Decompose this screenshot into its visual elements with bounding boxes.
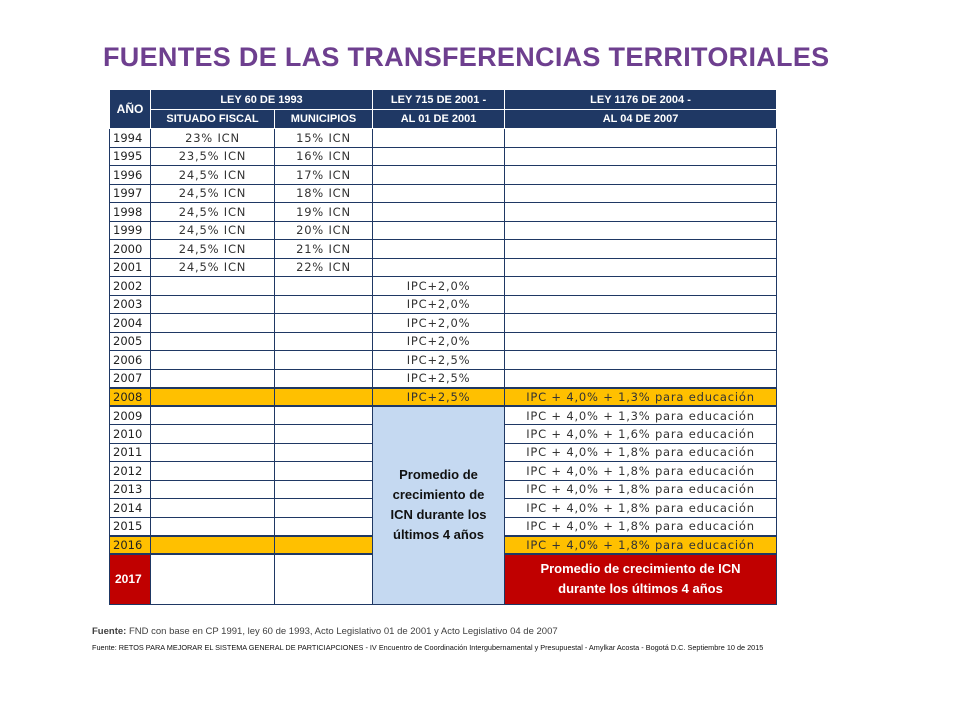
empty-cell <box>505 221 777 240</box>
empty-cell <box>151 517 275 536</box>
year-cell: 2013 <box>110 480 151 499</box>
empty-cell <box>373 184 505 203</box>
table-row <box>110 129 777 148</box>
empty-cell <box>275 499 373 518</box>
table-row <box>110 184 777 203</box>
empty-cell <box>151 462 275 481</box>
empty-cell <box>151 388 275 407</box>
header-ley715-line1: LEY 715 DE 2001 - <box>373 90 505 110</box>
header-ley60: LEY 60 DE 1993 <box>151 90 373 110</box>
year-cell: 2011 <box>110 443 151 462</box>
empty-cell <box>505 332 777 351</box>
empty-cell <box>151 332 275 351</box>
year-cell: 2000 <box>110 240 151 259</box>
empty-cell <box>151 277 275 296</box>
transfers-table <box>109 89 777 605</box>
ley1176-red-text: Promedio de crecimiento de ICN durante los últimos 4 años <box>540 561 741 597</box>
ley1176-cell: IPC + 4,0% + 1,8% para educación <box>505 517 777 536</box>
empty-cell <box>505 166 777 185</box>
empty-cell <box>373 129 505 148</box>
ley1176-cell: IPC + 4,0% + 1,3% para educación <box>505 388 777 407</box>
empty-cell <box>505 240 777 259</box>
ley1176-cell: IPC + 4,0% + 1,8% para educación <box>505 480 777 499</box>
year-cell: 1997 <box>110 184 151 203</box>
table-row <box>110 203 777 222</box>
header-ley1176-line1: LEY 1176 DE 2004 - <box>505 90 777 110</box>
empty-cell <box>275 406 373 425</box>
situado-cell: 24,5% ICN <box>151 240 275 259</box>
empty-cell <box>275 536 373 555</box>
empty-cell <box>151 443 275 462</box>
year-cell: 2006 <box>110 351 151 370</box>
ley715-cell: IPC+2,0% <box>373 277 505 296</box>
year-cell: 2017 <box>110 554 151 604</box>
municipios-cell: 18% ICN <box>275 184 373 203</box>
empty-cell <box>151 295 275 314</box>
table-row <box>110 314 777 333</box>
empty-cell <box>373 240 505 259</box>
table-row <box>110 277 777 296</box>
municipios-cell: 16% ICN <box>275 147 373 166</box>
table-row <box>110 147 777 166</box>
empty-cell <box>373 203 505 222</box>
situado-cell: 24,5% ICN <box>151 184 275 203</box>
municipios-cell: 20% ICN <box>275 221 373 240</box>
empty-cell <box>275 369 373 388</box>
year-cell: 2007 <box>110 369 151 388</box>
ley1176-red-cell <box>505 554 777 604</box>
table-row <box>110 240 777 259</box>
empty-cell <box>275 388 373 407</box>
year-cell: 2002 <box>110 277 151 296</box>
empty-cell <box>151 351 275 370</box>
year-cell: 1996 <box>110 166 151 185</box>
year-cell: 2004 <box>110 314 151 333</box>
year-cell: 2015 <box>110 517 151 536</box>
header-ley715-line2: AL 01 DE 2001 <box>373 110 505 129</box>
empty-cell <box>373 147 505 166</box>
source-text: FND con base en CP 1991, ley 60 de 1993, Acto Legislativo 01 de 2001 y Acto Legislativo 04 de 2007 <box>128 626 558 637</box>
table-row-highlight <box>110 388 777 407</box>
empty-cell <box>505 129 777 148</box>
table-row <box>110 221 777 240</box>
empty-cell <box>505 184 777 203</box>
header-municipios: MUNICIPIOS <box>275 110 373 129</box>
table-row <box>110 166 777 185</box>
empty-cell <box>275 462 373 481</box>
empty-cell <box>151 406 275 425</box>
empty-cell <box>151 425 275 444</box>
ley715-cell: IPC+2,0% <box>373 295 505 314</box>
table-row <box>110 369 777 388</box>
ley715-cell: IPC+2,0% <box>373 314 505 333</box>
empty-cell <box>505 203 777 222</box>
municipios-cell: 21% ICN <box>275 240 373 259</box>
empty-cell <box>505 351 777 370</box>
header-year: AÑO <box>110 90 151 129</box>
ley1176-cell: IPC + 4,0% + 1,3% para educación <box>505 406 777 425</box>
empty-cell <box>151 536 275 555</box>
ley1176-cell: IPC + 4,0% + 1,8% para educación <box>505 443 777 462</box>
empty-cell <box>505 258 777 277</box>
year-cell: 1994 <box>110 129 151 148</box>
empty-cell <box>505 295 777 314</box>
year-cell: 1998 <box>110 203 151 222</box>
situado-cell: 24,5% ICN <box>151 258 275 277</box>
year-cell: 2014 <box>110 499 151 518</box>
situado-cell: 24,5% ICN <box>151 166 275 185</box>
table-row <box>110 332 777 351</box>
year-cell: 2001 <box>110 258 151 277</box>
ley715-cell: IPC+2,5% <box>373 369 505 388</box>
empty-cell <box>373 166 505 185</box>
empty-cell <box>275 554 373 604</box>
empty-cell <box>373 221 505 240</box>
municipios-cell: 19% ICN <box>275 203 373 222</box>
municipios-cell: 15% ICN <box>275 129 373 148</box>
table-row <box>110 258 777 277</box>
ley715-cell: IPC+2,5% <box>373 351 505 370</box>
empty-cell <box>275 517 373 536</box>
source-label: Fuente: <box>92 626 127 637</box>
empty-cell <box>275 314 373 333</box>
year-cell: 2009 <box>110 406 151 425</box>
situado-cell: 23,5% ICN <box>151 147 275 166</box>
empty-cell <box>505 277 777 296</box>
situado-cell: 23% ICN <box>151 129 275 148</box>
empty-cell <box>275 480 373 499</box>
promedio-text: Promedio de crecimiento de ICN durante los últimos 4 años <box>390 467 487 543</box>
empty-cell <box>275 425 373 444</box>
empty-cell <box>505 314 777 333</box>
empty-cell <box>505 369 777 388</box>
empty-cell <box>151 480 275 499</box>
ley1176-cell: IPC + 4,0% + 1,8% para educación <box>505 499 777 518</box>
promedio-block <box>373 406 505 604</box>
empty-cell <box>505 147 777 166</box>
empty-cell <box>151 499 275 518</box>
empty-cell <box>275 351 373 370</box>
source-note-2: Fuente: RETOS PARA MEJORAR EL SISTEMA GENERAL DE PARTICIAPCIONES - IV Encuentro de Coordinación Intergubernamental y Presupuestal - Amylkar Acosta - Bogotá D.C. Septiembre 10 de 2015 <box>92 643 764 652</box>
year-cell: 2008 <box>110 388 151 407</box>
year-cell: 2003 <box>110 295 151 314</box>
ley1176-cell: IPC + 4,0% + 1,8% para educación <box>505 536 777 555</box>
table-row <box>110 295 777 314</box>
ley1176-cell: IPC + 4,0% + 1,8% para educación <box>505 462 777 481</box>
source-note-1 <box>92 626 558 637</box>
empty-cell <box>275 295 373 314</box>
year-cell: 2012 <box>110 462 151 481</box>
empty-cell <box>151 554 275 604</box>
header-ley1176-line2: AL 04 DE 2007 <box>505 110 777 129</box>
table-row <box>110 351 777 370</box>
empty-cell <box>373 258 505 277</box>
municipios-cell: 17% ICN <box>275 166 373 185</box>
situado-cell: 24,5% ICN <box>151 221 275 240</box>
page-title: FUENTES DE LAS TRANSFERENCIAS TERRITORIALES <box>103 42 830 72</box>
empty-cell <box>151 314 275 333</box>
municipios-cell: 22% ICN <box>275 258 373 277</box>
header-situado-fiscal: SITUADO FISCAL <box>151 110 275 129</box>
year-cell: 1995 <box>110 147 151 166</box>
year-cell: 2005 <box>110 332 151 351</box>
empty-cell <box>275 443 373 462</box>
table-row <box>110 406 777 425</box>
empty-cell <box>275 277 373 296</box>
empty-cell <box>151 369 275 388</box>
year-cell: 2016 <box>110 536 151 555</box>
ley1176-cell: IPC + 4,0% + 1,6% para educación <box>505 425 777 444</box>
year-cell: 2010 <box>110 425 151 444</box>
ley715-cell: IPC+2,0% <box>373 332 505 351</box>
empty-cell <box>275 332 373 351</box>
ley715-cell: IPC+2,5% <box>373 388 505 407</box>
year-cell: 1999 <box>110 221 151 240</box>
situado-cell: 24,5% ICN <box>151 203 275 222</box>
